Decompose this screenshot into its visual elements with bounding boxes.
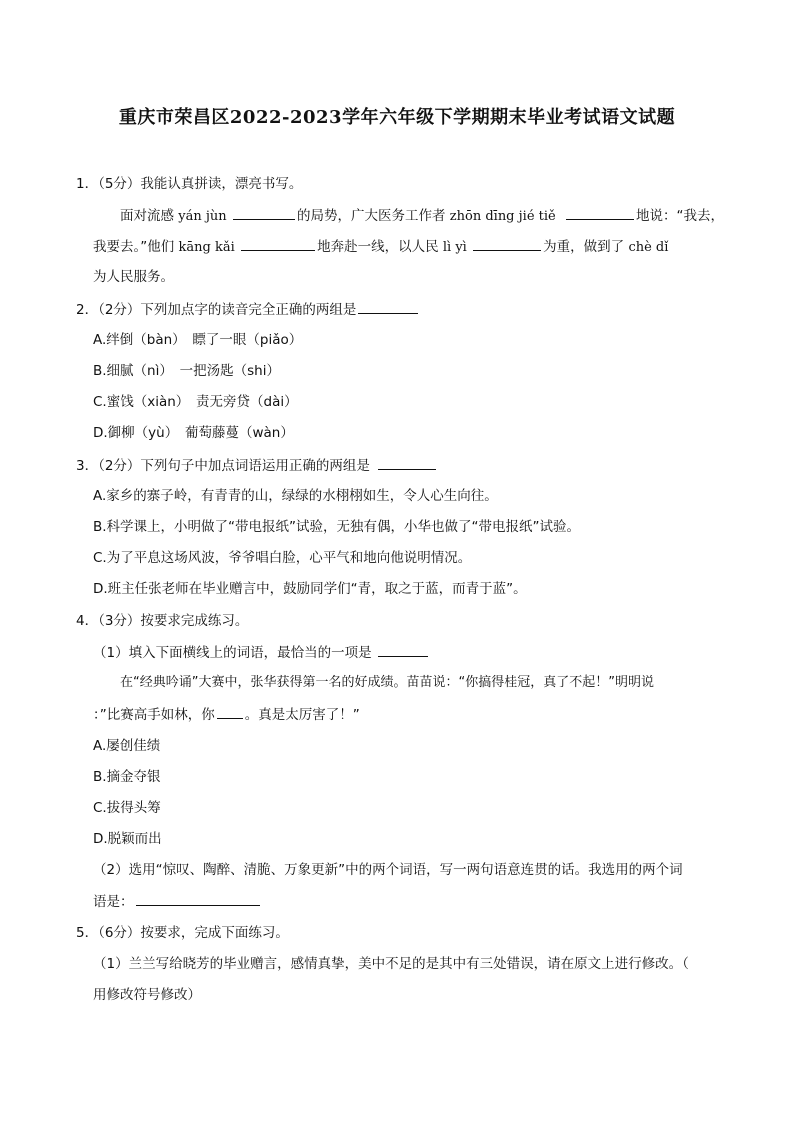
- q2-heading: [76, 300, 420, 319]
- q3-option-c: C.为了平息这场风波，爷爷唱白脸，心平气和地向他说明情况。: [93, 550, 472, 566]
- q1-pinyin-3: kāng kǎi: [178, 240, 235, 255]
- q4-sub-2-text-b: 语是：: [93, 894, 134, 910]
- q2-option-c: C.蜜饯（xiàn） 责无旁贷（dài）: [93, 394, 298, 410]
- q1-pinyin-4: lì yì: [442, 240, 467, 255]
- q5-sub-1: （1）兰兰写给晓芳的毕业赠言，感情真挚，美中不足的是其中有三处错误，请在原文上进行修改。（: [93, 956, 689, 972]
- q4-sub-1-answer-blank[interactable]: [378, 643, 428, 657]
- q3-heading: [76, 456, 438, 475]
- q4-sub-2-line-2: [93, 892, 262, 911]
- q2-option-d: D.御柳（yù） 葡萄藤蔓（wàn）: [93, 425, 294, 441]
- q1-text-2b: 地奔赴一线，以人民: [317, 239, 439, 255]
- q1-text-1c: 地说：“我去，: [636, 208, 725, 224]
- page-title: 重庆市荣昌区2022-2023学年六年级下学期期末毕业考试语文试题: [118, 107, 676, 128]
- q1-text-2c: 为重，做到了: [543, 239, 625, 255]
- q4-heading: 4．（3分）按要求完成练习。: [76, 613, 249, 629]
- q3-option-d: D.班主任张老师在毕业赠言中，鼓励同学们“青，取之于蓝，而青于蓝”。: [93, 581, 527, 597]
- q3-heading-text: 3．（2分）下列句子中加点词语运用正确的两组是: [76, 458, 370, 474]
- q1-text-2a: 我要去。”他们: [93, 239, 175, 255]
- q1-line-2: [93, 237, 668, 257]
- q1-heading: 1．（5分）我能认真拼读，漂亮书写。: [76, 176, 303, 192]
- q4-sub-2: （2）选用“惊叹、陶醉、清脆、万象更新”中的两个词语，写一两句语意连贯的话。我选用的两个词: [93, 862, 683, 878]
- q3-answer-blank[interactable]: [378, 456, 436, 470]
- q2-heading-text: 2．（2分）下列加点字的读音完全正确的两组是: [76, 302, 357, 318]
- q5-sub-1-line-2: 用修改符号修改）: [93, 987, 201, 1003]
- q4-option-a: A.屡创佳绩: [93, 738, 161, 754]
- q4-passage-blank[interactable]: [217, 705, 243, 719]
- q1-line-1: [120, 206, 724, 226]
- q2-option-b: B.细腻（nì） 一把汤匙（shi）: [93, 363, 280, 379]
- q3-option-b: B.科学课上，小明做了“带电报纸”试验，无独有偶，小华也做了“带电报纸”试验。: [93, 519, 581, 535]
- q4-sub-1-text: （1）填入下面横线上的词语，最恰当的一项是: [93, 645, 372, 661]
- q4-option-d: D.脱颖而出: [93, 831, 162, 847]
- q4-sub-1: [93, 643, 430, 662]
- q1-pinyin-1: yán jùn: [178, 209, 227, 224]
- q3-option-a: A.家乡的寨子岭，有青青的山，绿绿的水栩栩如生，令人心生向往。: [93, 488, 498, 504]
- q1-answer-blank-2[interactable]: [566, 206, 634, 220]
- q4-passage-line-2: [93, 705, 360, 724]
- q5-heading: 5．（6分）按要求，完成下面练习。: [76, 925, 289, 941]
- q4-passage-text-a: ：”比赛高手如林，你: [93, 707, 215, 723]
- q1-answer-blank-1[interactable]: [233, 206, 295, 220]
- q1-pinyin-2: zhōn dīng jié tiě: [449, 209, 556, 224]
- q1-text-1b: 的局势，广大医务工作者: [296, 208, 446, 224]
- q1-text-1a: 面对流感: [120, 208, 174, 224]
- q2-option-a: A.绊倒（bàn） 瞟了一眼（piǎo）: [93, 332, 303, 348]
- q1-answer-blank-3[interactable]: [241, 237, 315, 251]
- q2-answer-blank[interactable]: [358, 300, 418, 314]
- q4-passage-text-b: 。真是太厉害了！”: [244, 707, 360, 723]
- q4-option-c: C.拔得头筹: [93, 800, 161, 816]
- q1-pinyin-5: chè dǐ: [628, 240, 669, 255]
- q4-sub-2-answer-blank[interactable]: [136, 892, 260, 906]
- q1-line-3: 为人民服务。: [93, 269, 174, 285]
- q1-answer-blank-4[interactable]: [473, 237, 541, 251]
- q4-passage-line-1: 在“经典吟诵”大赛中，张华获得第一名的好成绩。苗苗说：“你搞得桂冠，真了不起！”明明说: [120, 675, 654, 690]
- q4-option-b: B.摘金夺银: [93, 769, 161, 785]
